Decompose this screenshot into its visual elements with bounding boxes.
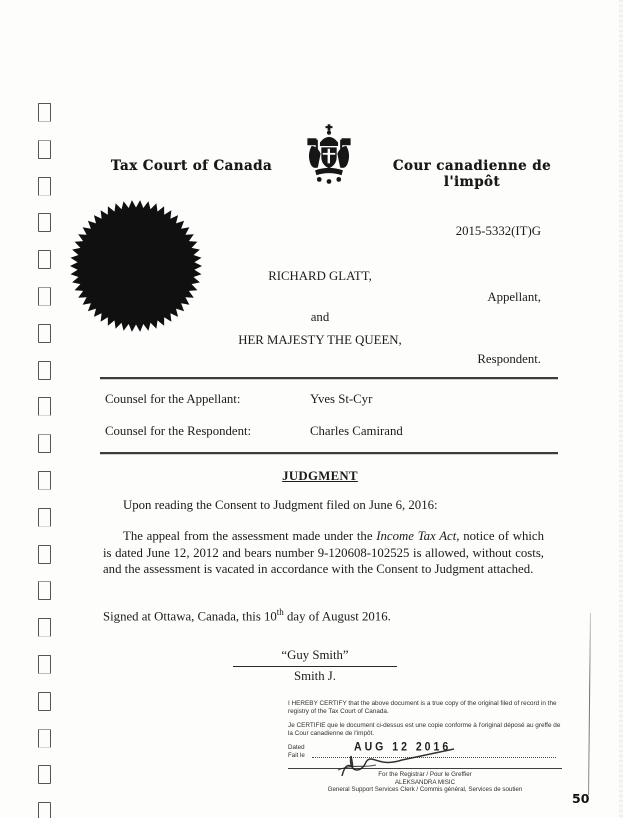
stamp-dated-row: [288, 740, 562, 762]
binding-hole: [38, 581, 51, 600]
binding-hole: [38, 802, 51, 818]
signed-text-after: day of August 2016.: [283, 609, 391, 624]
docket-number: 2015-5332(IT)G: [455, 224, 541, 238]
registrar-title: General Support Services Clerk / Commis général, Services de soutien: [327, 786, 523, 794]
registrar-name: ALEKSANDRA MISIC: [394, 778, 456, 786]
stamp-certify-fr: Je CERTIFIE que le document ci-dessus est une copie conforme à l'original déposé au greffe de la Cour canadienne de l'impôt.: [288, 722, 561, 737]
respondent-role: Respondent.: [477, 352, 541, 366]
binding-hole: [38, 140, 51, 159]
binding-hole: [38, 287, 51, 306]
judgment-paragraph-1: Upon reading the Consent to Judgment filed on June 6, 2016:: [123, 498, 438, 512]
counsel-appellant-value: Yves St-Cyr: [310, 392, 373, 406]
certification-stamp: [288, 700, 562, 794]
signature-title: Smith J.: [294, 669, 336, 683]
counsel-appellant-label: Counsel for the Appellant:: [105, 392, 241, 406]
binding-hole: [38, 655, 51, 674]
binding-hole: [38, 545, 51, 564]
stamp-dated-fr: Fait le: [288, 751, 305, 759]
para2-text-after: , notice of which is dated June 12, 2012 and bears number 9-120608-102525 is allowed, without costs, and the assessment is vacated in accordance with the Consent to Judgment attached.: [103, 529, 544, 577]
court-name-english: Tax Court of Canada: [110, 158, 273, 174]
divider-rule-bottom: [100, 452, 558, 454]
binding-hole: [38, 213, 51, 232]
binding-hole: [38, 324, 51, 343]
court-name-french: Cour canadienne de l'impôt: [392, 158, 552, 190]
counsel-respondent-label: Counsel for the Respondent:: [105, 424, 252, 438]
respondent-name: HER MAJESTY THE QUEEN,: [238, 333, 402, 347]
binding-hole: [38, 765, 51, 784]
signature-line: [233, 666, 397, 667]
scan-fold-line: [588, 613, 591, 795]
signed-line: [103, 604, 544, 625]
stamp-rule: [288, 768, 562, 769]
stamp-date-line: [312, 757, 556, 758]
conjunction-and: and: [310, 310, 330, 324]
binding-hole: [38, 361, 51, 380]
appellant-role: Appellant,: [487, 290, 541, 304]
binding-hole: [38, 471, 51, 490]
para2-act-name: Income Tax Act: [376, 529, 457, 543]
stamp-dated-en: Dated: [288, 744, 305, 751]
binding-hole: [38, 434, 51, 453]
para2-text-before: The appeal from the assessment made under the: [123, 529, 377, 543]
binding-hole: [38, 692, 51, 711]
divider-rule-top: [100, 377, 558, 379]
binding-hole: [38, 508, 51, 527]
registrar-line: For the Registrar / Pour le Greffier: [378, 771, 472, 778]
binding-hole: [38, 250, 51, 269]
judgment-heading: JUDGMENT: [282, 469, 358, 483]
stamp-certify-en: I HEREBY CERTIFY that the above document is a true copy of the original filed of record in the registry of the Tax Court of Canada.: [288, 700, 557, 715]
page-number: 50: [572, 791, 590, 806]
date-stamp: AUG 12 2016: [354, 740, 452, 754]
binding-hole: [38, 397, 51, 416]
binding-hole: [38, 177, 51, 196]
judgment-paragraph-2: [103, 528, 544, 578]
binding-hole: [38, 618, 51, 637]
coat-of-arms-icon: [306, 124, 352, 186]
signed-text-before: Signed at Ottawa, Canada, this 10: [103, 609, 277, 624]
counsel-respondent-value: Charles Camirand: [310, 424, 403, 438]
signature-name: “Guy Smith”: [281, 648, 349, 662]
binding-hole: [38, 729, 51, 748]
binding-hole: [38, 103, 51, 122]
signed-ordinal: th: [276, 607, 284, 617]
appellant-name: RICHARD GLATT,: [268, 269, 372, 283]
